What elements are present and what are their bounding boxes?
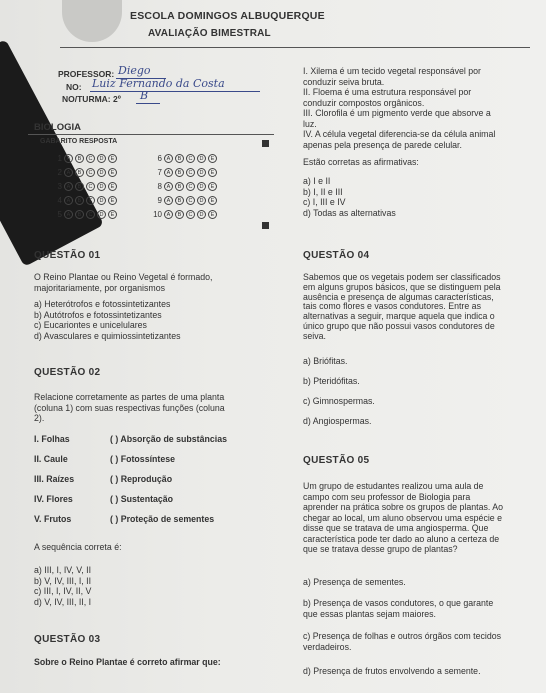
- q5-option-c[interactable]: [303, 631, 541, 652]
- header-divider: [60, 47, 530, 48]
- q5-text-line: chegar ao local, um aluno observou uma espécie e: [303, 512, 503, 523]
- answer-bubble[interactable]: E: [208, 196, 217, 205]
- answer-bubble[interactable]: B: [75, 182, 84, 191]
- answer-card-title: GABARITO RESPOSTA: [40, 138, 118, 145]
- answer-number: 9: [157, 196, 162, 205]
- aluno-line: [90, 91, 260, 92]
- q2-pair-right[interactable]: ( ) Proteção de sementes: [110, 514, 215, 524]
- statement-line: II. Floema é uma estrutura responsável por: [303, 87, 472, 97]
- q2-options: [34, 565, 91, 607]
- q2-option-b[interactable]: b) V, IV, III, I, II: [34, 575, 92, 586]
- q4-text-line: único grupo que não possui vasos condutores de: [303, 320, 495, 331]
- answer-bubble[interactable]: B: [175, 154, 184, 163]
- answer-bubble[interactable]: A: [64, 196, 73, 205]
- statements-options: [303, 176, 396, 218]
- q5-option-a[interactable]: a) Presença de sementes.: [303, 577, 406, 587]
- q4-text-line: tais como flores e vasos condutores. Entre as: [303, 301, 481, 312]
- answer-bubble[interactable]: E: [108, 210, 117, 219]
- q5-option-c-line: c) Presença de folhas e outros órgãos com tecidos: [303, 631, 502, 641]
- answer-bubble[interactable]: E: [208, 210, 217, 219]
- q5-text-line: campo com seu professor de Biologia para: [303, 491, 471, 502]
- answer-number: 7: [157, 168, 162, 177]
- answer-bubble[interactable]: A: [164, 154, 173, 163]
- q2-pair-left: III. Raízes: [34, 474, 75, 484]
- q4-text-line: ausência e presença de algumas características,: [303, 291, 494, 302]
- q2-option-a[interactable]: a) III, I, IV, V, II: [34, 565, 92, 575]
- answer-bubble[interactable]: A: [164, 182, 173, 191]
- answer-bubble[interactable]: E: [208, 168, 217, 177]
- statement-line: IV. A célula vegetal diferencia-se da célula animal: [303, 129, 496, 139]
- answer-number: 10: [153, 210, 162, 219]
- subject-title: BIOLOGIA: [34, 122, 81, 133]
- q2-option-c[interactable]: c) III, I, IV, II, V: [34, 586, 92, 596]
- option-c[interactable]: c) I, III e IV: [303, 197, 346, 207]
- professor-label: PROFESSOR:: [58, 69, 115, 79]
- option-b[interactable]: b) I, II e III: [303, 186, 343, 197]
- answer-bubble[interactable]: C: [186, 182, 195, 191]
- answer-bubble[interactable]: C: [86, 182, 95, 191]
- answer-bubble[interactable]: A: [164, 210, 173, 219]
- statement-line: conduzir seiva bruta.: [303, 76, 385, 87]
- q4-text-line: seiva.: [303, 330, 326, 341]
- school-name: ESCOLA DOMINGOS ALBUQUERQUE: [130, 10, 325, 22]
- answer-number: 4: [57, 196, 62, 205]
- q2-pair-right[interactable]: ( ) Sustentação: [110, 494, 174, 504]
- answer-bubble[interactable]: B: [175, 196, 184, 205]
- answer-bubble[interactable]: B: [175, 168, 184, 177]
- q5-option-b[interactable]: [303, 598, 541, 619]
- answer-bubble[interactable]: B: [75, 210, 84, 219]
- answer-bubble[interactable]: E: [108, 154, 117, 163]
- q4-title: QUESTÃO 04: [303, 250, 370, 261]
- q2-text-line: (coluna 1) com suas respectivas funções (coluna: [34, 402, 225, 413]
- q5-text-line: aprender na prática sobre os grupos de plantas. Ao: [303, 502, 504, 512]
- q1-text-line: majoritariamente, por organismos: [34, 282, 166, 293]
- aluno-label: NO:: [66, 82, 82, 92]
- q2-text-line: 2).: [34, 413, 45, 423]
- professor-value: Diego: [118, 64, 151, 77]
- answer-bubble[interactable]: D: [197, 196, 206, 205]
- q2-text: [34, 392, 284, 424]
- answer-bubble[interactable]: A: [164, 168, 173, 177]
- q2-pair-right[interactable]: ( ) Absorção de substâncias: [110, 434, 227, 444]
- q2-pair-left: II. Caule: [34, 454, 68, 464]
- answer-row: [52, 196, 117, 205]
- statement-line: III. Clorofila é um pigmento verde que absorve a: [303, 108, 491, 118]
- answer-number: 8: [157, 182, 162, 191]
- q2-option-d[interactable]: d) V, IV, III, II, I: [34, 596, 92, 607]
- q2-pair-right[interactable]: ( ) Reprodução: [110, 474, 173, 484]
- answer-bubble[interactable]: E: [108, 196, 117, 205]
- answer-bubble[interactable]: C: [86, 210, 95, 219]
- answer-number: 6: [157, 154, 162, 163]
- answer-bubble[interactable]: B: [75, 168, 84, 177]
- q2-title: QUESTÃO 02: [34, 367, 101, 378]
- statement-line: luz.: [303, 118, 317, 129]
- q2-pair-right[interactable]: ( ) Fotossíntese: [110, 454, 176, 464]
- option-a[interactable]: a) I e II: [303, 176, 331, 186]
- statement-line: conduzir compostos orgânicos.: [303, 97, 425, 108]
- answer-number: 3: [57, 182, 62, 191]
- q1-option-b[interactable]: b) Autótrofos e fotossintetizantes: [34, 309, 162, 320]
- q1-title: QUESTÃO 01: [34, 250, 101, 261]
- evaluation-title: AVALIAÇÃO BIMESTRAL: [148, 28, 271, 39]
- school-logo-icon: [62, 0, 122, 42]
- answer-bubble[interactable]: D: [97, 168, 106, 177]
- q5-text: [303, 481, 541, 555]
- answer-bubble[interactable]: E: [108, 182, 117, 191]
- answer-row: [52, 210, 117, 219]
- q1-text-line: O Reino Plantae ou Reino Vegetal é formado,: [34, 272, 213, 282]
- q3-text: Sobre o Reino Plantae é correto afirmar que:: [34, 657, 221, 667]
- q5-title: QUESTÃO 05: [303, 455, 370, 466]
- answer-bubble[interactable]: A: [164, 196, 173, 205]
- ano-value: B: [140, 89, 149, 102]
- answer-bubble[interactable]: D: [197, 182, 206, 191]
- answer-bubble[interactable]: E: [208, 182, 217, 191]
- q5-text-line: disse que se tratava de uma angiosperma. Que: [303, 523, 489, 533]
- answer-row: [152, 210, 217, 219]
- answer-bubble[interactable]: C: [186, 210, 195, 219]
- answer-bubble[interactable]: C: [186, 154, 195, 163]
- answer-bubble[interactable]: D: [97, 210, 106, 219]
- q2-text-line: Relacione corretamente as partes de uma planta: [34, 392, 225, 402]
- statements-block: [303, 66, 538, 150]
- q4-text-line: alternativas a seguir, marque aquela que indica o: [303, 311, 495, 322]
- q5-text-line: Um grupo de estudantes realizou uma aula de: [303, 481, 484, 491]
- q3-title: QUESTÃO 03: [34, 634, 101, 645]
- answer-bubble[interactable]: D: [97, 182, 106, 191]
- answer-row: [52, 154, 117, 163]
- card-marker-icon: [262, 222, 269, 229]
- answer-number: 1: [57, 154, 62, 163]
- answer-bubble[interactable]: C: [186, 196, 195, 205]
- q4-option-a[interactable]: a) Briófitas.: [303, 356, 348, 366]
- subject-divider: [28, 134, 274, 135]
- ano-line: [136, 103, 160, 104]
- statements-prompt: Estão corretas as afirmativas:: [303, 157, 419, 167]
- answer-bubble[interactable]: A: [64, 210, 73, 219]
- q4-text: [303, 273, 541, 342]
- ano-label: NO/TURMA: 2º: [62, 94, 121, 104]
- answer-row: [52, 182, 117, 191]
- q5-option-b-line: b) Presença de vasos condutores, o que garante: [303, 598, 494, 608]
- answer-row: [152, 196, 217, 205]
- answer-bubble[interactable]: E: [108, 168, 117, 177]
- answer-bubble[interactable]: C: [186, 168, 195, 177]
- answer-bubble[interactable]: D: [197, 154, 206, 163]
- q5-option-b-line: que essas plantas sejam maiores.: [303, 608, 436, 619]
- q4-text-line: Sabemos que os vegetais podem ser classificados: [303, 272, 501, 282]
- q1-option-a[interactable]: a) Heterótrofos e fotossintetizantes: [34, 299, 171, 309]
- answer-row: [52, 168, 117, 177]
- q4-option-d[interactable]: d) Angiospermas.: [303, 416, 372, 426]
- q1-option-d[interactable]: d) Avasculares e quimiossintetizantes: [34, 330, 181, 341]
- answer-bubble[interactable]: D: [97, 196, 106, 205]
- card-marker-icon: [262, 140, 269, 147]
- answer-number: 5: [57, 210, 62, 219]
- answer-bubble[interactable]: A: [64, 182, 73, 191]
- answer-bubble[interactable]: D: [197, 210, 206, 219]
- q2-pair-left: V. Frutos: [34, 514, 72, 524]
- q5-text-line: que se tratava desse grupo de plantas?: [303, 544, 458, 554]
- aluno-value: Luiz Fernando da Costa: [92, 77, 225, 90]
- q2-pair-left: IV. Flores: [34, 494, 73, 504]
- q5-text-line: característica pode ter dado ao aluno a certeza de: [303, 533, 500, 544]
- q1-options: [34, 299, 181, 341]
- answer-bubble[interactable]: A: [64, 168, 73, 177]
- statement-line: I. Xilema é um tecido vegetal responsável por: [303, 66, 481, 76]
- answer-bubble[interactable]: B: [175, 182, 184, 191]
- q1-option-c[interactable]: c) Eucariontes e unicelulares: [34, 320, 147, 330]
- q5-option-c-line: verdadeiros.: [303, 641, 352, 652]
- answer-bubble[interactable]: B: [75, 196, 84, 205]
- q2-prompt: A sequência correta é:: [34, 542, 122, 552]
- answer-bubble[interactable]: E: [208, 154, 217, 163]
- q5-option-d[interactable]: d) Presença de frutos envolvendo a semente.: [303, 666, 481, 676]
- answer-bubble[interactable]: B: [75, 154, 84, 163]
- answer-bubble[interactable]: C: [86, 196, 95, 205]
- option-d[interactable]: d) Todas as alternativas: [303, 207, 396, 218]
- answer-row: [152, 154, 217, 163]
- answer-row: [152, 182, 217, 191]
- statement-line: apenas pela presença de parede celular.: [303, 139, 462, 150]
- answer-row: [152, 168, 217, 177]
- q4-text-line: em alguns grupos básicos, que se distinguem pela: [303, 281, 501, 292]
- q4-option-b[interactable]: b) Pteridófitas.: [303, 376, 360, 386]
- answer-bubble[interactable]: B: [175, 210, 184, 219]
- answer-bubble[interactable]: D: [197, 168, 206, 177]
- q1-text: [34, 272, 284, 293]
- answer-number: 2: [57, 168, 62, 177]
- answer-bubble[interactable]: C: [86, 154, 95, 163]
- answer-bubble[interactable]: C: [86, 168, 95, 177]
- q4-option-c[interactable]: c) Gimnospermas.: [303, 396, 375, 406]
- q2-pair-left: I. Folhas: [34, 434, 70, 444]
- answer-bubble[interactable]: A: [64, 154, 73, 163]
- answer-bubble[interactable]: D: [97, 154, 106, 163]
